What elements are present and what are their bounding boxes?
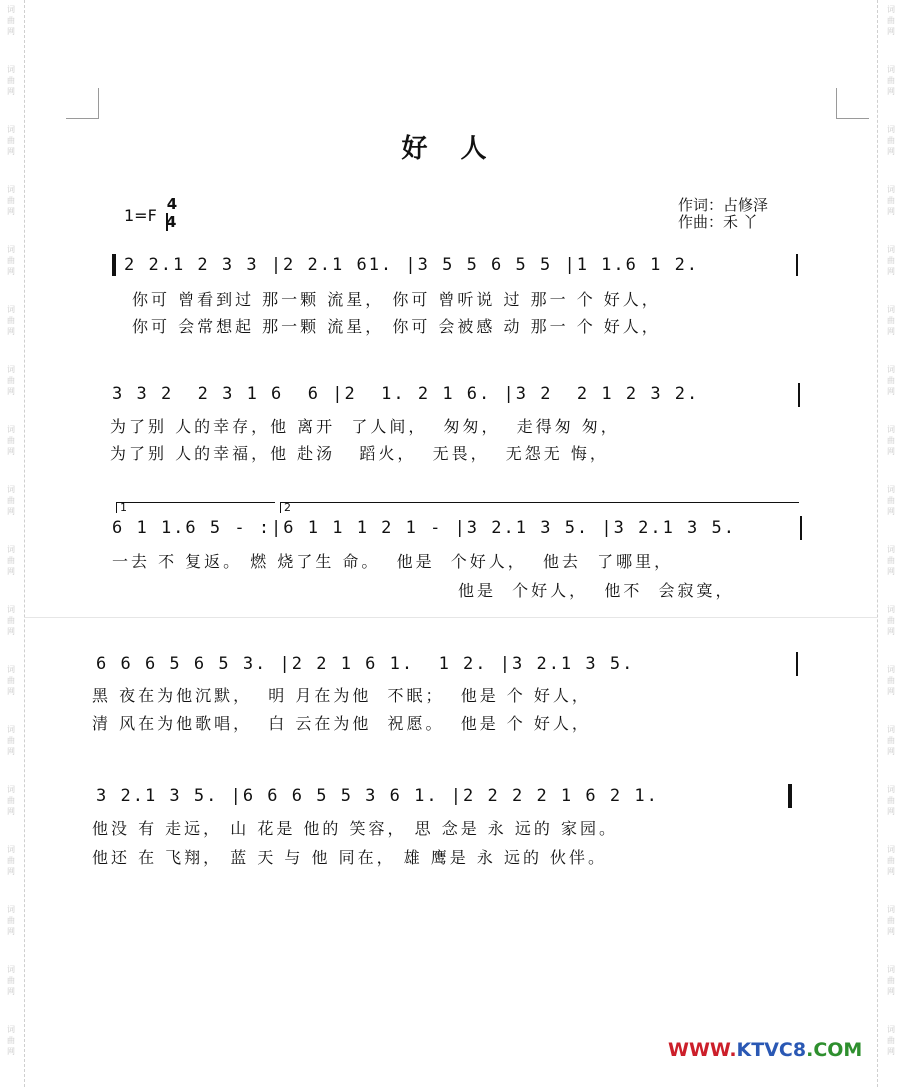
margin-watermark-glyph: 词 曲 网 [7, 545, 15, 576]
lyric-row-2-verse-1: 为了别 人的幸存，他 离开 了人间， 匆匆， 走得匆 匆， [110, 417, 620, 436]
margin-watermark-glyph: 词 曲 网 [887, 845, 895, 876]
margin-watermark-glyph: 词 曲 网 [887, 65, 895, 96]
volta-bracket-2: 2 [280, 502, 799, 513]
volta-bracket-1: 1 [116, 502, 275, 513]
song-title: 好 人 [401, 134, 499, 164]
crop-mark-top-left [66, 88, 99, 119]
margin-watermark-glyph: 词 曲 网 [7, 365, 15, 396]
margin-watermark-glyph: 词 曲 网 [887, 605, 895, 636]
lyric-row-2-verse-2: 为了别 人的幸福，他 赴汤 蹈火， 无畏， 无怨无 悔， [110, 444, 609, 463]
margin-watermark-glyph: 词 曲 网 [7, 605, 15, 636]
margin-watermark-glyph: 词 曲 网 [7, 845, 15, 876]
lyric-row-1-verse-2: 你可 会常想起 那一颗 流星， 你可 会被感 动 那一 个 好人， [132, 317, 661, 336]
margin-watermark-glyph: 词 曲 网 [7, 305, 15, 336]
margin-watermark-glyph: 词 曲 网 [887, 725, 895, 756]
notation-row-1: 2 2.1 2 3 3 |2 2.1 61. |3 5 5 6 5 5 |1 1.6 1 2. [124, 255, 700, 275]
barline [796, 652, 798, 676]
repeat-start-barline [112, 254, 116, 276]
margin-watermark-glyph: 词 曲 网 [887, 365, 895, 396]
margin-watermark-glyph: 词 曲 网 [7, 485, 15, 516]
margin-watermark-glyph: 词 曲 网 [7, 905, 15, 936]
margin-watermark-glyph: 词 曲 网 [7, 245, 15, 276]
lyric-row-3-verse-2: 他是 个好人， 他不 会寂寞， [458, 581, 735, 600]
margin-watermark-glyph: 词 曲 网 [887, 5, 895, 36]
lyric-row-4-verse-2: 清 风在为他歌唱， 白 云在为他 祝愿。 他是 个 好人， [92, 714, 591, 733]
composer-credit: 作曲：禾 丫 [678, 213, 758, 231]
margin-watermark-glyph: 词 曲 网 [887, 125, 895, 156]
margin-watermark-glyph: 词 曲 网 [7, 5, 15, 36]
lyric-row-1-verse-1: 你可 曾看到过 那一颗 流星， 你可 曾听说 过 那一 个 好人， [132, 290, 661, 309]
margin-watermark-glyph: 词 曲 网 [7, 965, 15, 996]
page-divider [24, 617, 878, 618]
time-signature-top: 4 [166, 195, 178, 213]
time-signature [166, 195, 178, 231]
notation-row-4: 6 6 6 5 6 5 3. |2 2 1 6 1. 1 2. |3 2.1 3 5. [96, 654, 635, 674]
final-barline [788, 784, 792, 808]
barline [796, 254, 798, 276]
margin-watermark-glyph: 词 曲 网 [887, 305, 895, 336]
margin-watermark-glyph: 词 曲 网 [887, 485, 895, 516]
margin-watermark-glyph: 词 曲 网 [7, 725, 15, 756]
notation-row-2: 3 3 2 2 3 1 6 6 |2 1. 2 1 6. |3 2 2 1 2 3 2. [112, 384, 700, 404]
key-signature: 1=F [124, 206, 157, 225]
margin-watermark-glyph: 词 曲 网 [887, 785, 895, 816]
margin-watermark-glyph: 词 曲 网 [887, 665, 895, 696]
margin-watermark-glyph: 词 曲 网 [887, 545, 895, 576]
time-signature-bottom: 4 [166, 213, 177, 231]
margin-watermark-glyph: 词 曲 网 [887, 1025, 895, 1056]
margin-watermark-glyph: 词 曲 网 [7, 785, 15, 816]
margin-watermark-glyph: 词 曲 网 [7, 185, 15, 216]
margin-watermark-glyph: 词 曲 网 [7, 425, 15, 456]
margin-watermark-glyph: 词 曲 网 [887, 185, 895, 216]
lyricist-credit: 作词：占修泽 [678, 196, 769, 214]
lyric-row-5-verse-1: 他没 有 走远， 山 花是 他的 笑容， 思 念是 永 远的 家园。 [92, 819, 618, 838]
margin-watermark-glyph: 词 曲 网 [887, 245, 895, 276]
lyric-row-5-verse-2: 他还 在 飞翔， 蓝 天 与 他 同在， 雄 鹰是 永 远的 伙伴。 [92, 848, 608, 867]
margin-watermark-glyph: 词 曲 网 [7, 125, 15, 156]
margin-watermark-glyph: 词 曲 网 [7, 665, 15, 696]
barline [798, 383, 800, 407]
notation-row-3: 6 1 1.6 5 - :|6 1 1 1 2 1 - |3 2.1 3 5. |3 2.1 3 5. [112, 518, 736, 538]
lyric-row-3-verse-1: 一去 不 复返。 燃 烧了生 命。 他是 个好人， 他去 了哪里， [112, 552, 674, 571]
lyric-row-4-verse-1: 黑 夜在为他沉默， 明 月在为他 不眠； 他是 个 好人， [92, 686, 591, 705]
notation-row-5: 3 2.1 3 5. |6 6 6 5 5 3 6 1. |2 2 2 2 1 6 2 1. [96, 786, 659, 806]
margin-watermark-glyph: 词 曲 网 [887, 425, 895, 456]
margin-watermark-glyph: 词 曲 网 [887, 965, 895, 996]
margin-watermark-glyph: 词 曲 网 [7, 1025, 15, 1056]
margin-watermark-glyph: 词 曲 网 [7, 65, 15, 96]
margin-watermark-glyph: 词 曲 网 [887, 905, 895, 936]
crop-mark-top-right [836, 88, 869, 119]
site-watermark: WWW.KTVC8.COM [668, 1039, 863, 1061]
barline [800, 516, 802, 540]
